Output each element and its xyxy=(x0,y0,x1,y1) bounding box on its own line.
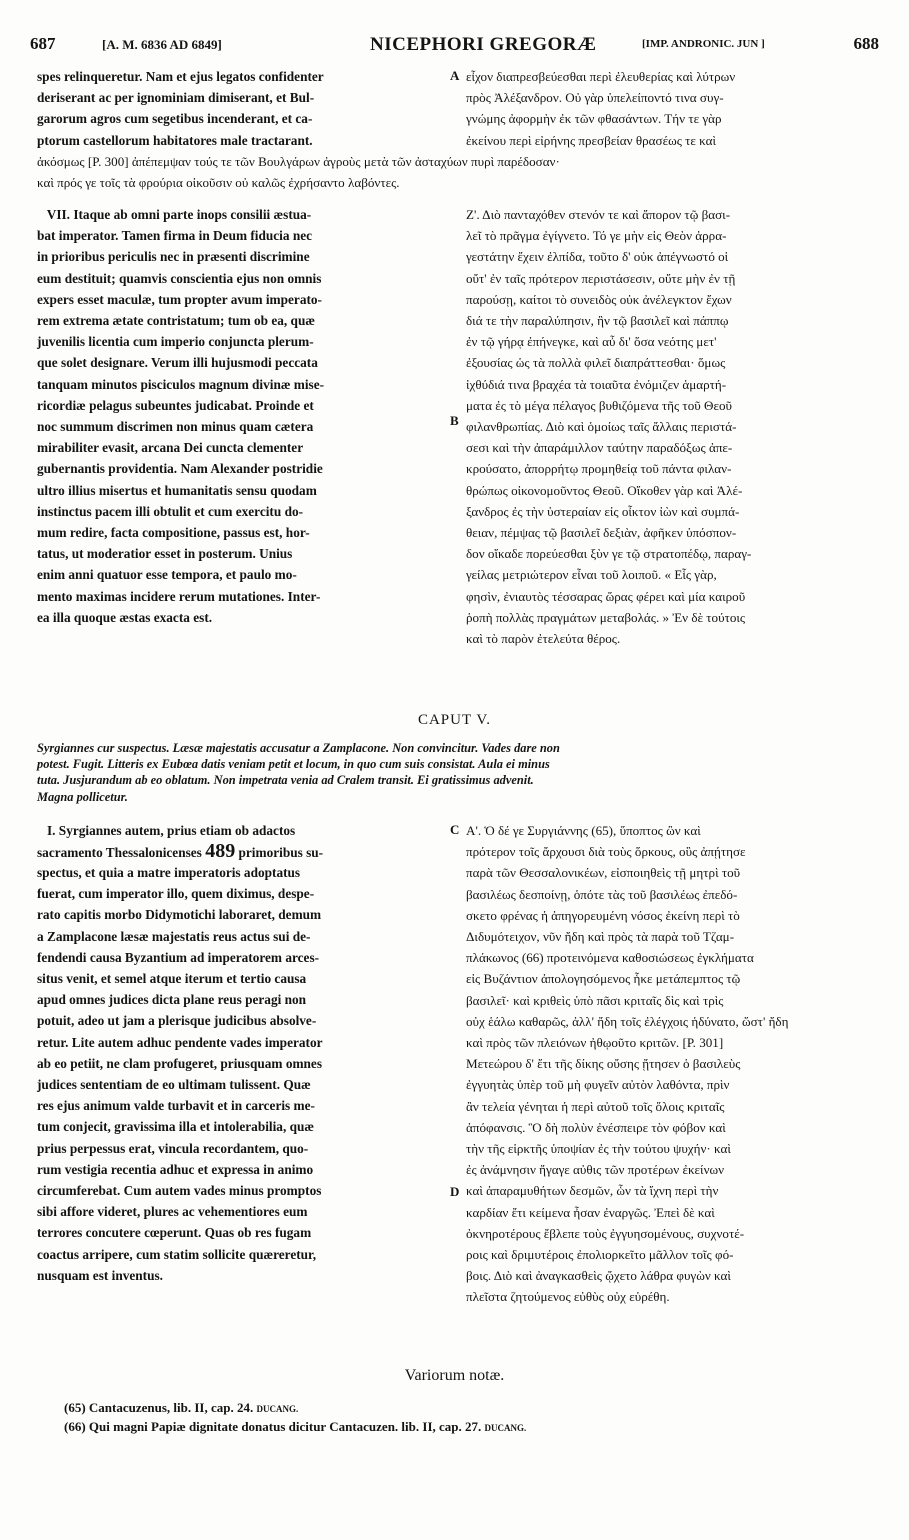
left-page-number: 687 xyxy=(30,34,56,53)
greek-full-width-lines: ἀκόσμως [P. 300] ἀπέπεμψαν τούς τε τῶν Βουλγάρων ἀγροὺς μετὰ τῶν ἀσταχύων πυρὶ παρέδοσαν· καὶ πρός γε τοῖς τὰ φρούρια οἰκοῦσιν οὐ καλῶς ἐχρήσαντο λαβόντες. xyxy=(37,154,560,191)
chapter-heading: CAPUT V. xyxy=(417,712,492,728)
greek-chapter-7: Ζ'. Διὸ πανταχόθεν στενόν τε καὶ ἄπορον τῷ βασι- λεῖ τὸ πρᾶγμα ἐγίγνετο. Τό γε μὴν εἰς Θεὸν ἀρρα- γεστάτην ἔχειν ἐλπίδα, τοῦτο δ' οὐκ ἀπέγνωστό οἱ οὔτ' ἐν ταῖς πρότερον περιστάσεσιν, οὔτε μὴν ἐν τῇ παρούσῃ, καίτοι τὸ συνειδὸς οὐκ ἀνέλεγκτον ἔχων διά τε τὴν παραλύπησιν, ἣν τῷ βασιλεῖ καὶ πάππῳ ἐν τῷ γήρᾳ ἐπήνεγκε, καὶ αὖ δι' ὅσα νεότης μετ' ἐξουσίας ὡς τὰ πολλὰ φιλεῖ διαπράττεσθαι· ὅμως ἰχθύδιά τινα βραχέα τὰ τοιαῦτα ἐνόμιζεν ἁμαρτή- ματα ἐς τὸ μέγα πέλαγος βυθιζόμενα τῆς τοῦ Θεοῦ φιλανθρωπίας. Διὸ καὶ ὁμοίως ταῖς ἄλλαις περιστά- σεσι καὶ τὴν ἀπαράμιλλον ταύτην παραδόξως ἀπε- κρούσατο, ἀπορρήτῳ προμηθείᾳ τοῦ πάντα φιλαν- θρώπως οἰκονομοῦντος Θεοῦ. Οἴκοθεν γὰρ καὶ Ἀλέ- ξανδρος ἐς τὴν ὑστεραίαν εἰς οἶκτον ἰὼν καὶ συμπά- θειαν, πέμψας τῷ βασιλεῖ δεξιὰν, ἀφῆκεν ὑπόσπον- δον οἴκαδε πορεύεσθαι ξὺν γε τῷ στρατοπέδῳ, παραγ- γείλας μετριώτερον εἶναι τοῦ λοιποῦ. « Εἷς γὰρ, φησὶν, ἐνιαυτὸς τέσσαρας ὥρας φέρει καὶ μία καιροῦ ῥοπὴ πολλὰς πραγμάτων μεταβολάς. » Ἐν δὲ τούτοις καὶ τὸ παρὸν ἐτελεύτα θέρος. xyxy=(466,207,752,647)
latin-chapter-1-line-end: primoribus su- xyxy=(235,845,324,861)
greek-chapter-1: Α'. Ὁ δέ γε Συργιάννης (65), ὕποπτος ὢν καὶ πρότερον τοῖς ἄρχουσι διὰ τοὺς ὅρκους, οὓς ἀπῄτησε παρὰ τῶν Θεσσαλονικέων, εἰσποιηθεὶς τῇ μητρὶ τοῦ βασιλέως δεσποίνῃ, ὁπότε τὰς τοῦ βασιλέως ἐπεδό- σκετο φρένας ἡ ἀπηγορευμένη νόσος ἐκείνη περὶ τὸ Διδυμότειχον, νῦν ἤδη καὶ πρὸς τὰ παρὰ τοῦ Τζαμ- πλάκωνος (66) προτεινόμενα καθοσιώσεως ἐγκλήματα εἰς Βυζάντιον ἀπολογησόμενος ἧκε μετάπεμπτος τῷ βασιλεῖ· καὶ κριθεὶς ὑπὸ πᾶσι κριταῖς δὶς καὶ τρὶς οὐχ ἑάλω καθαρῶς, ἀλλ' ἤδη τοῖς ἐλέγχοις ἡδύνατο, ὥστ' ἤδη καὶ πρὸς τῶν πλειόνων ἠθῳοῦτο κριτῶν. [P. 301] Μετεώρου δ' ἔτι τῆς δίκης οὔσης ᾔτησεν ὁ βασιλεὺς ἐγγυητὰς ὑπὲρ τοῦ μὴ φυγεῖν αὐτὸν λαθόντα, πρὶν ἂν τελεία γένηται ἡ περὶ αὐτοῦ τοῖς ὅλοις κριταῖς ἀπόφανσις. Ὃ δὴ πολὺν ἐνέσπειρε τὸν φόβον καὶ τὴν τῆς εἱρκτῆς ὑποψίαν ἐς τὴν τούτου ψυχήν· καὶ ἐς ἀνάμνησιν ἤγαγε αὐθις τῶν προτέρων ἐκείνων καὶ ἀπαραμυθήτων δεσμῶν, ὧν τὰ ἴχνη περὶ τὴν καρδίαν ἔτι κείμενα ἦσαν ἐναργῶς. Ἐπεὶ δὲ καὶ ὀκνηροτέρους ἔβλεπε τοὺς ἐγγυησομένους, συχνοτέ- ροις καὶ δριμυτέροις ἐπολιορκεῖτο μᾶλλον τοῖς φό- βοις. Διὸ καὶ ἀναγκασθεὶς ᾤχετο λάθρα φυγὼν καὶ πλεῖστα ζητούμενος εὐθὺς οὐχ εὑρέθη. xyxy=(466,823,789,1305)
latin-chapter-1: spectus, et quia a matre imperatoris adoptatus fuerat, cum imperator illo, quem diximus, despe- rato capitis morbo Didymotichi laboraret, demum a Zamplacone læsæ majestatis reus actus sui de- fendendi causa Byzantium ad imperatorem arces- situs venit, et semel atque iterum et tertio causa apud omnes judices dicta plane reus peragi non potuit, adeo ut jam a plerisque judicibus absolve- retur. Lite autem adhuc pendente vades imperator ab eo petiit, ne clam profugeret, priusquam omnes judices sententiam de eo ultimam tulissent. Quæ res ejus animum valde turbavit et in carceris me- tum conjecit, gravissima illa et intolerabilia, quæ prius perpessus erat, vincula recordantem, quo- rum vestigia recentia adhuc et expressa in animo circumferebat. Cum autem vades minus promptos sibi affore videret, plures ac vehementiores eum terrores concutere cœperunt. Quas ob res fugam coactus arripere, cum statim sollicite quæreretur, nusquam est inventus. xyxy=(37,865,323,1283)
emperor-label: [IMP. ANDRONIC. JUN ] xyxy=(642,38,765,50)
margin-letter-c: C xyxy=(450,822,460,837)
footnote-65-author: DUCANG. xyxy=(256,1404,299,1414)
notes-heading: Variorum notæ. xyxy=(404,1367,505,1384)
latin-chapter-1-opening xyxy=(37,820,447,863)
latin-top-paragraph: spes relinqueretur. Nam et ejus legatos confidenter deriserant ac per ignominiam dimiserant, et Bul- garorum agros cum segetibus incenderant, et ca- ptorum castellorum habitatores male tractarant. xyxy=(37,69,324,148)
year-range: [A. M. 6836 AD 6849] xyxy=(102,37,222,52)
running-header xyxy=(30,34,879,58)
latin-chapter-1-line: I. Syrgiannes autem, prius etiam ob adactos sacramento Thessalonicenses xyxy=(37,823,296,861)
page-title: NICEPHORI GREGORÆ xyxy=(370,34,597,55)
margin-letter-a: A xyxy=(450,68,460,83)
latin-chapter-7: VII. Itaque ab omni parte inops consilii æstua- bat imperator. Tamen firma in Deum fiducia nec in prioribus periculis nec in præsenti discrimine eum destituit; quamvis conscientia ejus non omnis expers esset maculæ, tum propter avum imperato- rem extrema ætate contristatum; tum ob ea, quæ juvenilis licentia cum imperio conjuncta plerum- que solet designare. Verum illi hujusmodi peccata tanquam minutos pisciculos magnum divinæ mise- ricordiæ pelagus subeuntes judicabat. Proinde et noc summum discrimen non minus quam cætera mirabiliter evasit, arcana Dei cuncta clementer gubernantis providentia. Nam Alexander postridie ultro illius misertus et humanitatis sensu quodam instinctus pacem illi obtulit et cum exercitu do- mum redire, facta compositione, passus est, hor- tatus, ut moderatior esset in posterum. Unius enim anni quatuor esse tempora, et paulo mo- mento maximas incidere rerum mutationes. Inter- ea illa quoque æstas exacta est. xyxy=(37,207,325,625)
margin-letter-d: D xyxy=(450,1184,460,1199)
greek-top-paragraph: εἶχον διαπρεσβεύεσθαι περὶ ἐλευθερίας καὶ λύτρων πρὸς Ἀλέξανδρον. Οὐ γὰρ ὑπελείποντό τινα συγ- γνώμης ἀφορμὴν ἐκ τῶν φθασάντων. Τήν τε γὰρ ἐκείνου περὶ εἰρήνης πρεσβείαν θρασέως τε καὶ xyxy=(466,69,736,148)
chapter-summary: Syrgiannes cur suspectus. Læsæ majestatis accusatur a Zamplacone. Non convincitur. Vades dare non potest. Fugit. Litteris ex Eubœa datis veniam petit et locum, in quo cum suis consistat. Aula ei minus tuta. Jusjurandum ab eo oblatum. Non impetrata venia ad Cralem transit. Ei gratissimus advenit. Magna pollicetur. xyxy=(37,741,560,804)
footnotes xyxy=(64,1399,526,1437)
footnote-66: (66) Qui magni Papiæ dignitate donatus dicitur Cantacuzen. lib. II, cap. 27. xyxy=(64,1419,482,1434)
footnote-66-author: DUCANG. xyxy=(484,1423,527,1433)
right-page-number: 688 xyxy=(853,34,879,53)
margin-letter-b: B xyxy=(450,413,459,428)
footnote-65: (65) Cantacuzenus, lib. II, cap. 24. xyxy=(64,1400,254,1415)
column-number-489: 489 xyxy=(205,840,236,863)
